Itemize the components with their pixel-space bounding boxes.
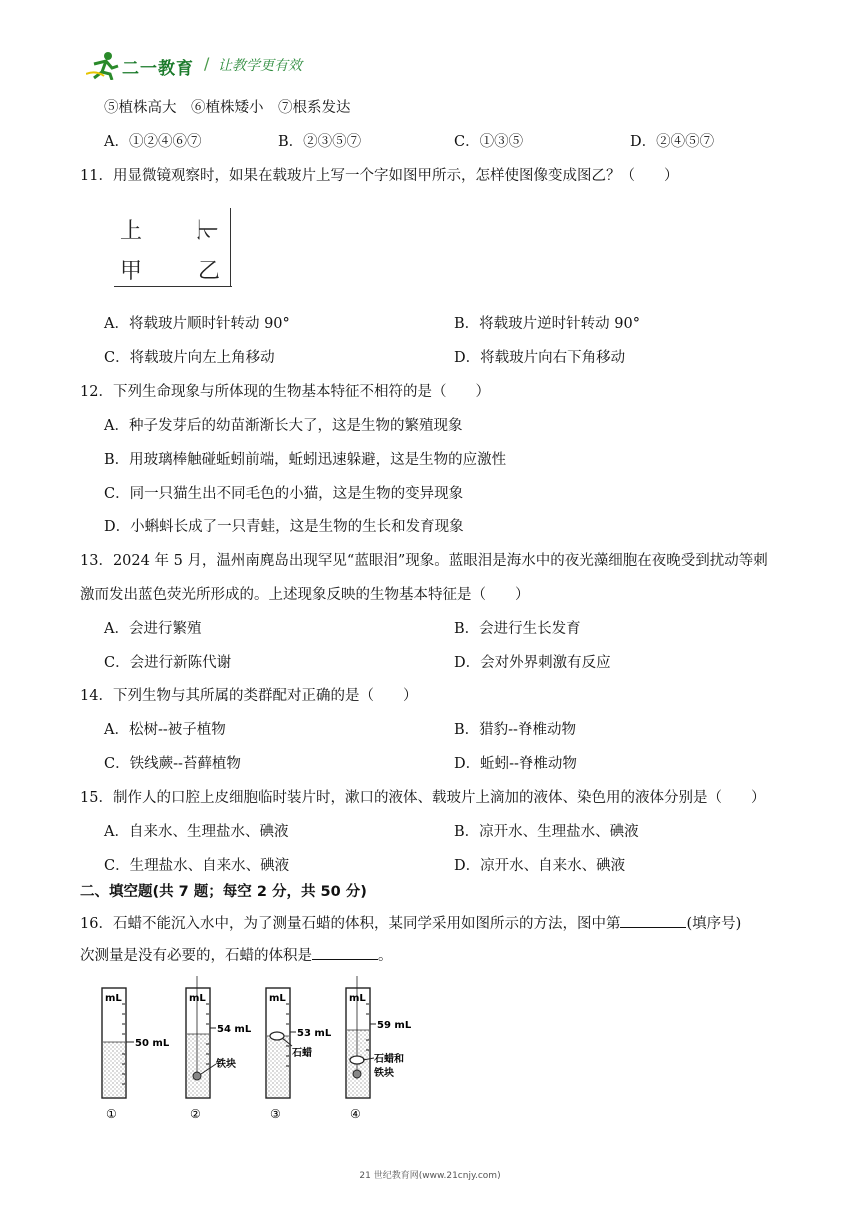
q10-options-line: ⑤植株高大 ⑥植株矮小 ⑦根系发达 <box>104 100 351 116</box>
cylinder-4 <box>346 976 412 1121</box>
q15-option-a: A．自来水、生理盐水、碘液 <box>104 824 289 840</box>
cylinder-1-number: ① <box>106 1107 117 1121</box>
logo-text: 二一教育 <box>122 59 194 79</box>
cylinder-4-number: ④ <box>350 1107 361 1121</box>
figure-label-a: 甲 <box>120 259 143 284</box>
header-logo <box>86 50 326 82</box>
q14-stem: 14．下列生物与其所属的类群配对正确的是（ ） <box>80 688 418 704</box>
cylinder-2-label: 铁块 <box>216 1059 236 1070</box>
runner-logo-icon <box>86 50 120 80</box>
figure-char-a: 上 <box>120 219 143 244</box>
q10-option-a: A．①②④⑥⑦ <box>104 134 202 150</box>
answer-blank-1[interactable] <box>620 913 686 928</box>
cylinder-4-unit: mL <box>349 993 366 1004</box>
q11-stem: 11．用显微镜观察时，如果在载玻片上写一个字如图甲所示，怎样使图像变成图乙？（ ） <box>80 168 679 184</box>
q11-option-a: A．将载玻片顺时针转动 90° <box>104 316 290 332</box>
cylinder-2-number: ② <box>190 1107 201 1121</box>
q14-option-c: C．铁线蕨--苔藓植物 <box>104 756 241 772</box>
figure-label-b: 乙 <box>198 259 221 284</box>
q12-option-d: D．小蝌蚪长成了一只青蛙，这是生物的生长和发育现象 <box>104 519 464 535</box>
page-footer: 21 世纪教育网(www.21cnjy.com) <box>359 1171 501 1181</box>
cylinder-3-reading: 53 mL <box>297 1028 332 1039</box>
answer-blank-2[interactable] <box>312 945 378 960</box>
q13-option-a: A．会进行繁殖 <box>104 621 202 637</box>
cylinder-1 <box>102 988 170 1121</box>
q10-option-d: D．②④⑤⑦ <box>630 134 715 150</box>
q13-option-d: D．会对外界刺激有反应 <box>454 655 611 671</box>
cylinder-3-number: ③ <box>270 1107 281 1121</box>
q15-stem: 15．制作人的口腔上皮细胞临时装片时，漱口的液体、载玻片上滴加的液体、染色用的液体分别是（ ） <box>80 790 766 806</box>
q12-stem: 12．下列生命现象与所体现的生物基本特征不相符的是（ ） <box>80 384 490 400</box>
q16-stem-1b: (填序号) <box>686 916 742 932</box>
q15-option-d: D．凉开水、自来水、碘液 <box>454 858 626 874</box>
section-title: 二、填空题(共 7 题；每空 2 分，共 50 分) <box>80 884 367 900</box>
cylinder-2 <box>186 976 252 1121</box>
q10-option-b: B．②③⑤⑦ <box>278 134 362 150</box>
q16-stem-2b: 。 <box>378 948 393 964</box>
cylinder-1-reading: 50 mL <box>135 1038 170 1049</box>
q13-stem-line2: 激而发出蓝色荧光所形成的。上述现象反映的生物基本特征是（ ） <box>80 587 530 603</box>
logo-slogan: 让教学更有效 <box>218 58 302 74</box>
q11-option-c: C．将载玻片向左上角移动 <box>104 350 275 366</box>
q16-stem-2a: 次测量是没有必要的，石蜡的体积是 <box>80 948 312 964</box>
q16-stem-line1 <box>80 912 741 933</box>
q14-option-d: D．蚯蚓--脊椎动物 <box>454 756 577 772</box>
cylinder-2-reading: 54 mL <box>217 1024 252 1035</box>
q16-stem-1a: 16．石蜡不能沉入水中，为了测量石蜡的体积，某同学采用如图所示的方法，图中第 <box>80 916 621 932</box>
cylinder-4-label-1: 石蜡和 <box>374 1054 404 1065</box>
figure-char-b: 下 <box>196 218 222 241</box>
q13-stem-line1: 13．2024 年 5 月，温州南麂岛出现罕见“蓝眼泪”现象。蓝眼泪是海水中的夜光藻细胞在夜晚受到扰动等刺 <box>80 553 768 569</box>
q11-option-d: D．将载玻片向右下角移动 <box>454 350 626 366</box>
q13-option-c: C．会进行新陈代谢 <box>104 655 232 671</box>
q14-option-b: B．猎豹--脊椎动物 <box>454 722 576 738</box>
cylinder-4-label-2: 铁块 <box>374 1068 394 1079</box>
q12-option-c: C．同一只猫生出不同毛色的小猫，这是生物的变异现象 <box>104 486 464 502</box>
q11-option-b: B．将载玻片逆时针转动 90° <box>454 316 640 332</box>
q10-option-c: C．①③⑤ <box>454 134 524 150</box>
cylinder-3-label: 石蜡 <box>292 1048 312 1059</box>
q13-option-b: B．会进行生长发育 <box>454 621 581 637</box>
q15-option-b: B．凉开水、生理盐水、碘液 <box>454 824 639 840</box>
cylinder-3-unit: mL <box>269 993 286 1004</box>
q12-option-a: A．种子发芽后的幼苗渐渐长大了，这是生物的繁殖现象 <box>104 418 463 434</box>
cylinder-4-reading: 59 mL <box>377 1020 412 1031</box>
q11-figure <box>114 208 234 288</box>
logo-divider: / <box>204 54 210 73</box>
cylinder-3 <box>266 988 332 1121</box>
q14-option-a: A．松树--被子植物 <box>104 722 226 738</box>
cylinder-2-unit: mL <box>189 993 206 1004</box>
q15-option-c: C．生理盐水、自来水、碘液 <box>104 858 290 874</box>
cylinder-1-unit: mL <box>105 993 122 1004</box>
q12-option-b: B．用玻璃棒触碰蚯蚓前端，蚯蚓迅速躲避，这是生物的应激性 <box>104 452 507 468</box>
cylinder-figure <box>96 974 436 1124</box>
q16-stem-line2 <box>80 944 393 965</box>
